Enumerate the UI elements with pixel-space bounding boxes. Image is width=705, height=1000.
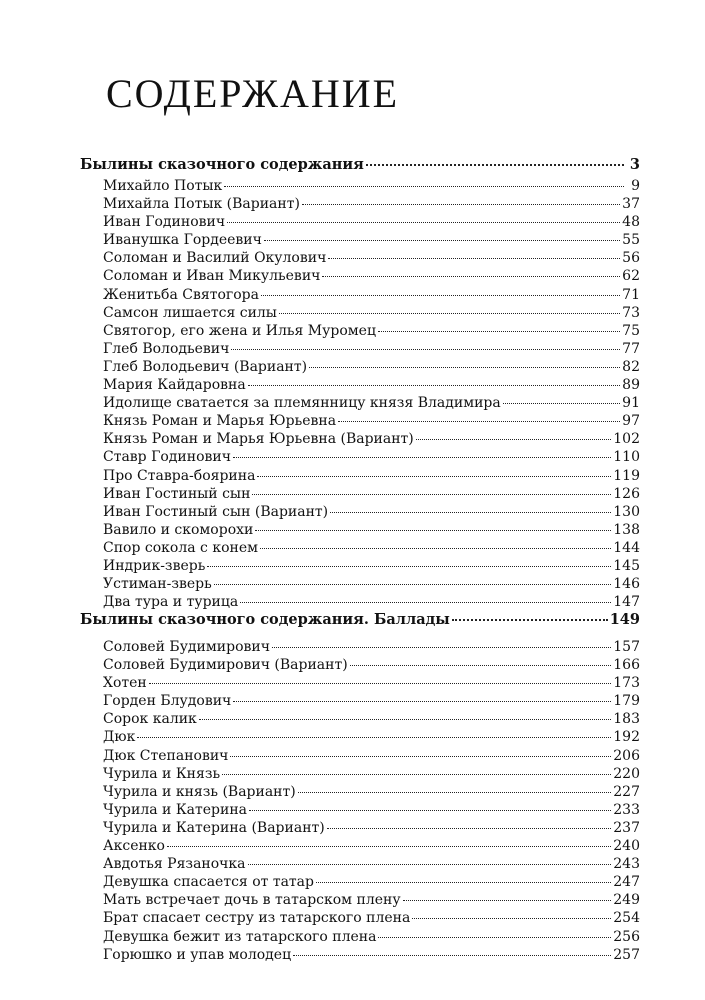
toc-entry-title: Девушка бежит из татарского плена (103, 928, 377, 945)
toc-entry[interactable] (80, 521, 640, 539)
toc-entry-page-number: 110 (613, 449, 640, 466)
toc-entry[interactable] (80, 765, 640, 783)
dot-leader (416, 439, 612, 440)
toc-entry-title: Спор сокола с конем (103, 539, 258, 556)
dot-leader (378, 331, 620, 332)
toc-entry-title: Соловей Будимирович (Вариант) (103, 657, 348, 674)
dot-leader (257, 476, 611, 477)
toc-entry[interactable] (80, 394, 640, 412)
toc-entry[interactable] (80, 340, 640, 358)
toc-entry-title: Горден Блудович (103, 693, 232, 710)
toc-entry-title: Чурила и Катерина (Вариант) (103, 819, 325, 836)
toc-entry-title: Михайло Потык (103, 178, 223, 194)
toc-entry-page-number: 237 (613, 819, 640, 836)
toc-entry[interactable] (80, 503, 640, 521)
toc-entry-title: Чурила и Катерина (103, 801, 248, 818)
toc-entry-title: Иван Гостиный сын (Вариант) (103, 503, 329, 520)
dot-leader (248, 385, 620, 386)
dot-leader (298, 792, 612, 793)
toc-entry-title: Устиман-зверь (103, 576, 212, 593)
toc-entry[interactable] (80, 286, 640, 304)
toc-entry[interactable] (80, 195, 640, 213)
toc-entry[interactable] (80, 692, 640, 710)
toc-entry[interactable] (80, 747, 640, 765)
dot-leader (207, 566, 611, 567)
toc-entry-page-number: 55 (622, 232, 640, 249)
toc-entry-title: Индрик-зверь (103, 557, 206, 574)
toc-entry-title: Женитьба Святогора (103, 286, 259, 303)
toc-entry-title: Иванушка Гордеевич (103, 232, 262, 249)
toc-entry-title: Иван Годинович (103, 214, 226, 231)
toc-entry-title: Соломан и Василий Окулович (103, 250, 327, 267)
dot-leader (503, 403, 620, 404)
toc-entry-title: Хотен (103, 675, 147, 692)
section-heading-label: Былины сказочного содержания. Баллады (80, 611, 450, 628)
dot-leader (149, 683, 612, 684)
toc-entry-page-number: 145 (613, 557, 640, 574)
toc-entry[interactable] (80, 412, 640, 430)
toc-entry-page-number: 89 (622, 377, 640, 394)
toc-entry-page-number: 247 (613, 874, 640, 891)
toc-entry-page-number: 179 (613, 693, 640, 710)
toc-entry-title: Святогор, его жена и Илья Муромец (103, 322, 376, 339)
dot-leader (366, 164, 624, 166)
toc-entry[interactable] (80, 430, 640, 448)
toc-entry-page-number: 130 (613, 503, 640, 520)
toc-entry-page-number: 71 (622, 286, 640, 303)
toc-entry-page-number: 206 (613, 747, 640, 764)
toc-entry-page-number: 254 (613, 910, 640, 927)
toc-entry[interactable] (80, 638, 640, 656)
toc-entry-page-number: 77 (622, 340, 640, 357)
toc-entry-page-number: 249 (613, 892, 640, 909)
toc-entry[interactable] (80, 322, 640, 340)
toc-entry-page-number: 102 (613, 431, 640, 448)
dot-leader (322, 276, 620, 277)
dot-leader (222, 774, 611, 775)
dot-leader (279, 313, 620, 314)
toc-entry-title: Михайла Потык (Вариант) (103, 196, 300, 213)
dot-leader (199, 719, 611, 720)
dot-leader (403, 900, 612, 901)
dot-leader (272, 647, 611, 648)
toc-entry[interactable] (80, 376, 640, 394)
section-page-number: 149 (609, 611, 640, 628)
dot-leader (327, 828, 612, 829)
toc-entry-title: Чурила и князь (Вариант) (103, 783, 296, 800)
toc-entry-page-number: 240 (613, 838, 640, 855)
toc-entry-title: Иван Гостиный сын (103, 485, 251, 502)
toc-entry-title: Чурила и Князь (103, 765, 221, 782)
toc-entry-title: Мать встречает дочь в татарском плену (103, 892, 401, 909)
toc-entry-title: Мария Кайдаровна (103, 377, 246, 394)
toc-entry[interactable] (80, 855, 640, 873)
dot-leader (328, 258, 620, 259)
toc-entry[interactable] (80, 656, 640, 674)
section-page-number: 3 (629, 156, 640, 173)
dot-leader (248, 864, 612, 865)
toc-entry-page-number: 146 (613, 576, 640, 593)
dot-leader (252, 494, 611, 495)
toc-entry-page-number: 166 (613, 657, 640, 674)
toc-entry-title: Дюк Степанович (103, 747, 229, 764)
dot-leader (227, 222, 620, 223)
toc-entry-page-number: 183 (613, 711, 640, 728)
toc-entry-title: Сорок калик (103, 711, 197, 728)
toc-entry[interactable] (80, 249, 640, 267)
toc-entry-title: Про Ставра-боярина (103, 467, 256, 484)
toc-entry-title: Ставр Годинович (103, 449, 231, 466)
toc-entry-title: Горюшко и упав молодец (103, 946, 292, 963)
toc-entry[interactable] (80, 177, 640, 195)
toc-entry[interactable] (80, 873, 640, 891)
toc-entry-page-number: 119 (613, 467, 640, 484)
toc-entry-page-number: 192 (613, 729, 640, 746)
toc-entry-title: Два тура и турица (103, 594, 239, 611)
toc-entry-page-number: 147 (613, 594, 640, 611)
toc-entry-title: Самсон лишается силы (103, 304, 277, 321)
toc-entry-title: Брат спасает сестру из татарского плена (103, 910, 411, 927)
toc-entry-page-number: 56 (622, 250, 640, 267)
toc-entry-page-number: 256 (613, 928, 640, 945)
dot-leader (233, 457, 611, 458)
toc-entry[interactable] (80, 928, 640, 946)
section-heading-label: Былины сказочного содержания (80, 156, 364, 173)
toc-entry-title: Соловей Будимирович (103, 639, 270, 655)
toc-entry[interactable] (80, 467, 640, 485)
toc-entry-title: Глеб Володьевич (Вариант) (103, 358, 308, 375)
toc-entry-title: Князь Роман и Марья Юрьевна (103, 413, 337, 430)
toc-entry[interactable] (80, 891, 640, 909)
entry-list (80, 177, 640, 611)
toc-entry-title: Идолище сватается за племянницу князя Владимира (103, 395, 501, 412)
dot-leader (255, 530, 611, 531)
toc-entry-title: Дюк (103, 729, 136, 746)
dot-leader (309, 367, 620, 368)
toc-entry-page-number: 73 (622, 304, 640, 321)
dot-leader (224, 186, 624, 187)
toc-entry-page-number: 37 (622, 196, 640, 213)
dot-leader (230, 756, 611, 757)
toc-entry[interactable] (80, 783, 640, 801)
toc-entry-title: Девушка спасается от татар (103, 874, 314, 891)
dot-leader (261, 295, 620, 296)
toc-entry-title: Авдотья Рязаночка (103, 856, 246, 873)
dot-leader (378, 937, 611, 938)
toc-entry-page-number: 91 (622, 395, 640, 412)
toc-entry[interactable] (80, 575, 640, 593)
dot-leader (214, 584, 612, 585)
toc-entry-page-number: 157 (613, 639, 640, 655)
dot-leader (231, 349, 620, 350)
toc-entry-title: Вавило и скоморохи (103, 521, 254, 538)
section-heading[interactable] (80, 153, 640, 177)
dot-leader (412, 918, 611, 919)
toc-entry[interactable] (80, 231, 640, 249)
dot-leader (260, 548, 611, 549)
toc-entry-page-number: 62 (622, 268, 640, 285)
toc-section-2 (80, 608, 640, 964)
page-title: СОДЕРЖАНИЕ (106, 71, 400, 116)
toc-entry-page-number: 75 (622, 322, 640, 339)
toc-entry-page-number: 9 (631, 178, 640, 194)
toc-entry-page-number: 173 (613, 675, 640, 692)
toc-entry-page-number: 220 (613, 765, 640, 782)
toc-entry[interactable] (80, 448, 640, 466)
dot-leader (233, 701, 611, 702)
toc-entry[interactable] (80, 946, 640, 964)
toc-section-1 (80, 153, 640, 611)
dot-leader (330, 512, 611, 513)
dot-leader (264, 240, 620, 241)
toc-entry-page-number: 126 (613, 485, 640, 502)
dot-leader (316, 882, 611, 883)
toc-entry-page-number: 138 (613, 521, 640, 538)
dot-leader (338, 421, 620, 422)
toc-entry[interactable] (80, 557, 640, 575)
toc-entry-page-number: 82 (622, 358, 640, 375)
entry-list (80, 638, 640, 964)
toc-entry-page-number: 233 (613, 801, 640, 818)
toc-entry[interactable] (80, 539, 640, 557)
toc-entry[interactable] (80, 485, 640, 503)
toc-entry[interactable] (80, 837, 640, 855)
toc-entry-title: Соломан и Иван Микульевич (103, 268, 321, 285)
toc-entry[interactable] (80, 728, 640, 746)
dot-leader (249, 810, 611, 811)
dot-leader (240, 602, 611, 603)
dot-leader (293, 955, 611, 956)
toc-entry[interactable] (80, 801, 640, 819)
toc-entry[interactable] (80, 358, 640, 376)
toc-entry[interactable] (80, 304, 640, 322)
toc-entry[interactable] (80, 213, 640, 231)
toc-entry-page-number: 243 (613, 856, 640, 873)
dot-leader (350, 665, 612, 666)
toc-entry-title: Аксенко (103, 838, 165, 855)
toc-entry-page-number: 97 (622, 413, 640, 430)
toc-entry[interactable] (80, 710, 640, 728)
toc-entry-title: Князь Роман и Марья Юрьевна (Вариант) (103, 431, 414, 448)
toc-entry-page-number: 144 (613, 539, 640, 556)
toc-entry[interactable] (80, 674, 640, 692)
toc-entry-page-number: 48 (622, 214, 640, 231)
toc-entry[interactable] (80, 909, 640, 927)
dot-leader (452, 619, 608, 621)
toc-entry-title: Глеб Володьевич (103, 340, 230, 357)
dot-leader (137, 737, 611, 738)
toc-entry-page-number: 227 (613, 783, 640, 800)
section-heading[interactable] (80, 608, 640, 632)
toc-entry[interactable] (80, 267, 640, 285)
dot-leader (167, 846, 611, 847)
toc-entry[interactable] (80, 819, 640, 837)
toc-entry-page-number: 257 (613, 946, 640, 963)
dot-leader (302, 204, 620, 205)
